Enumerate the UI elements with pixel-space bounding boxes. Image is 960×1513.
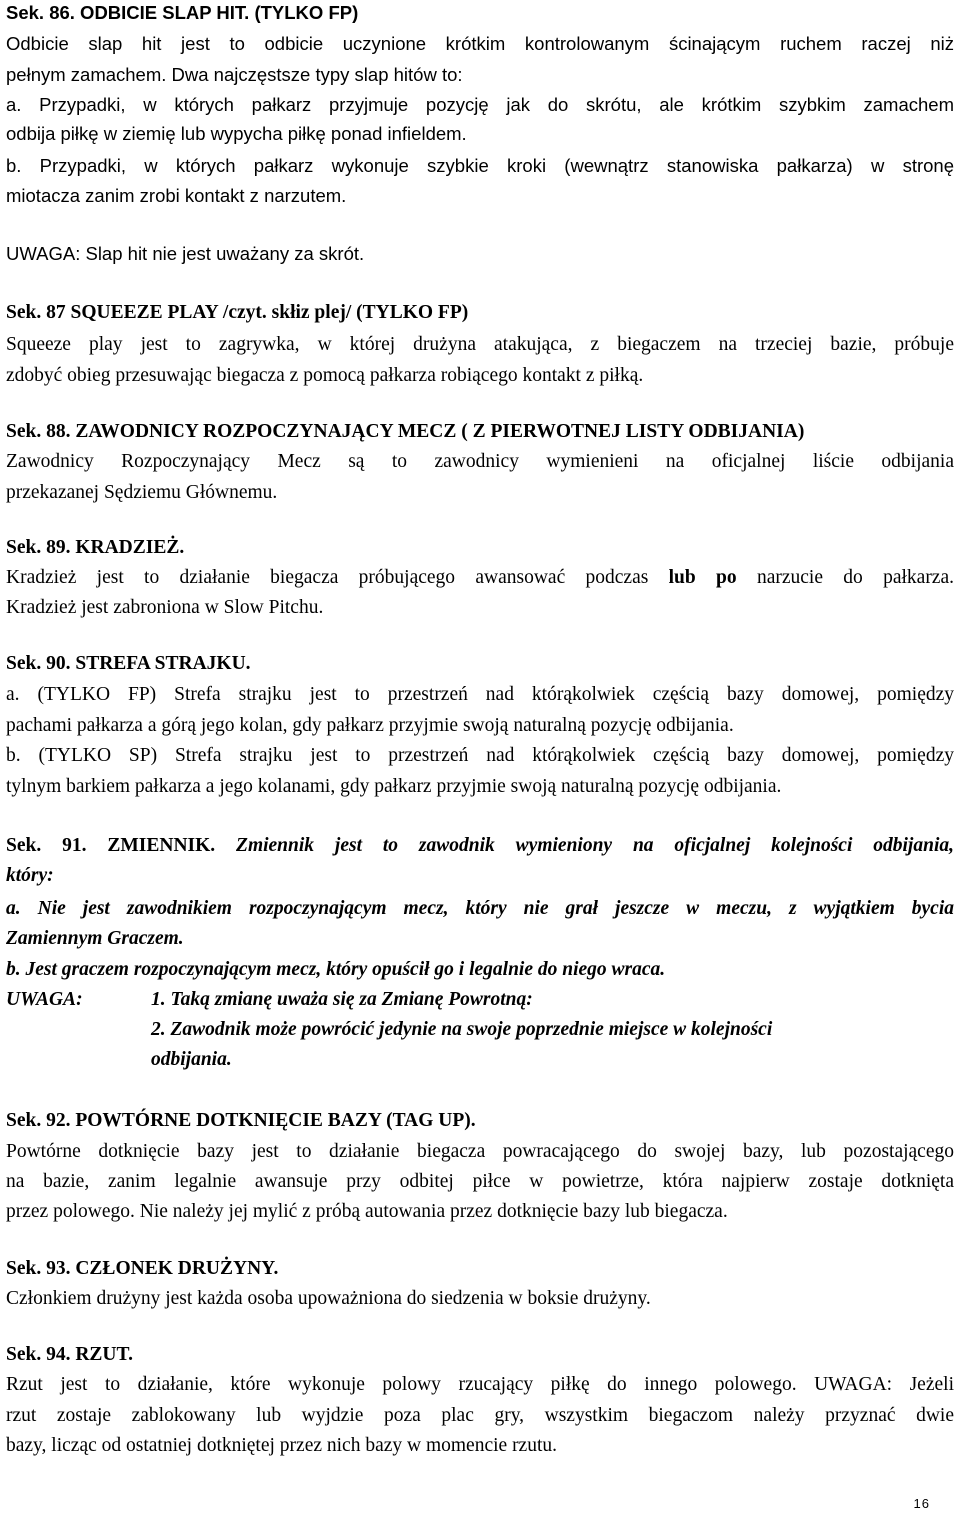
section-88-heading: Sek. 88. ZAWODNICY ROZPOCZYNAJĄCY MECZ ( Z PIERWOTNEJ LISTY ODBIJANIA): [6, 421, 805, 442]
section-87-text-line: Squeeze play jest to zagrywka, w której drużyna atakująca, z biegaczem na trzeciej bazie, próbuje: [6, 334, 954, 355]
section-92-text-line: na bazie, zanim legalnie awansuje przy odbitej piłce w powietrze, która najpierw zostaje dotknięta: [6, 1171, 954, 1192]
section-91-item-b: b. Jest graczem rozpoczynającym mecz, który opuścił go i legalnie do niego wraca.: [6, 959, 666, 980]
section-94-text-line: Rzut jest to działanie, które wykonuje polowy rzucający piłkę do innego polowego. UWAGA: Jeżeli: [6, 1374, 954, 1395]
section-90-item-b-cont: tylnym barkiem pałkarza a jego kolanami, gdy pałkarz przyjmie swoją naturalną pozycję odbijania.: [6, 776, 782, 797]
section-91-text-line: który:: [6, 865, 54, 886]
section-94-text-line: bazy, licząc od ostatniej dotkniętej przez nich bazy w momencie rzutu.: [6, 1435, 558, 1456]
section-91-heading: [6, 836, 954, 856]
section-94-heading: Sek. 94. RZUT.: [6, 1344, 133, 1365]
heading-italic-run: Zmiennik jest to zawodnik wymieniony na oficjalnej kolejności odbijania,: [215, 835, 954, 856]
section-86-item-a-cont: odbija piłkę w ziemię lub wypycha piłkę ponad infieldem.: [6, 123, 467, 144]
section-89-text-line: Kradzież jest zabroniona w Slow Pitchu.: [6, 597, 324, 618]
section-92-text-line: przez polowego. Nie należy jej mylić z próbą autowania przez dotknięcie bazy lub biegacza.: [6, 1201, 728, 1222]
text-run: narzucie do pałkarza.: [736, 567, 954, 588]
section-86-note: UWAGA: Slap hit nie jest uważany za skrót.: [6, 243, 365, 264]
heading-run: Sek. 91. ZMIENNIK.: [6, 835, 216, 856]
text-run: Kradzież jest to działanie biegacza próbującego awansować podczas: [6, 567, 669, 588]
section-89-text-line: [6, 568, 954, 588]
section-86-item-b: b. Przypadki, w których pałkarz wykonuje szybkie kroki (wewnątrz stanowiska pałkarza) w stronę: [6, 155, 954, 176]
section-89-heading: Sek. 89. KRADZIEŻ.: [6, 537, 185, 558]
section-86-heading: Sek. 86. ODBICIE SLAP HIT. (TYLKO FP): [6, 2, 359, 23]
section-91-note-label: UWAGA:: [6, 989, 83, 1010]
page-number: 16: [913, 1496, 930, 1511]
section-87-heading: Sek. 87 SQUEEZE PLAY /czyt. skłiz plej/ (TYLKO FP): [6, 302, 469, 323]
section-86-text-line: pełnym zamachem. Dwa najczęstsze typy slap hitów to:: [6, 64, 463, 85]
section-92-text-line: Powtórne dotknięcie bazy jest to działanie biegacza powracającego do swojej bazy, lub pozostającego: [6, 1141, 954, 1162]
section-90-item-a: a. (TYLKO FP) Strefa strajku jest to przestrzeń nad którąkolwiek częścią bazy domowej, pomiędzy: [6, 684, 954, 705]
section-92-heading: Sek. 92. POWTÓRNE DOTKNIĘCIE BAZY (TAG UP).: [6, 1110, 476, 1131]
section-86-item-a: a. Przypadki, w których pałkarz przyjmuje pozycję jak do skrótu, ale krótkim szybkim zamachem: [6, 94, 954, 115]
section-87-text-line: zdobyć obieg przesuwając biegacza z pomocą pałkarza robiącego kontakt z piłką.: [6, 365, 644, 386]
section-91-item-a-cont: Zamiennym Graczem.: [6, 928, 184, 949]
section-91-note-2-cont: odbijania.: [151, 1049, 232, 1070]
section-90-item-b: b. (TYLKO SP) Strefa strajku jest to przestrzeń nad którąkolwiek częścią bazy domowej, pomiędzy: [6, 745, 954, 766]
section-91-item-a: a. Nie jest zawodnikiem rozpoczynającym mecz, który nie grał jeszcze w meczu, z wyjątkiem bycia: [6, 898, 954, 919]
section-90-item-a-cont: pachami pałkarza a górą jego kolan, gdy pałkarz przyjmie swoją naturalną pozycję odbijania.: [6, 715, 734, 736]
section-88-text-line: przekazanej Sędziemu Głównemu.: [6, 482, 278, 503]
section-93-heading: Sek. 93. CZŁONEK DRUŻYNY.: [6, 1258, 279, 1279]
section-91-note-1: 1. Taką zmianę uważa się za Zmianę Powrotną:: [151, 989, 533, 1010]
section-88-text-line: Zawodnicy Rozpoczynający Mecz są to zawodnicy wymienieni na oficjalnej liście odbijania: [6, 451, 954, 472]
section-86-item-b-cont: miotacza zanim zrobi kontakt z narzutem.: [6, 185, 347, 206]
section-93-text-line: Członkiem drużyny jest każda osoba upoważniona do siedzenia w boksie drużyny.: [6, 1288, 651, 1309]
section-90-heading: Sek. 90. STREFA STRAJKU.: [6, 653, 251, 674]
section-91-note-2: 2. Zawodnik może powrócić jedynie na swoje poprzednie miejsce w kolejności: [151, 1019, 773, 1040]
section-86-text-line: Odbicie slap hit jest to odbicie uczynione krótkim kontrolowanym ścinającym ruchem raczej niż: [6, 33, 954, 54]
bold-run: lub po: [668, 567, 737, 588]
section-94-text-line: rzut zostaje zablokowany lub wyjdzie poza plac gry, wszystkim biegaczom należy przyznać dwie: [6, 1405, 954, 1426]
